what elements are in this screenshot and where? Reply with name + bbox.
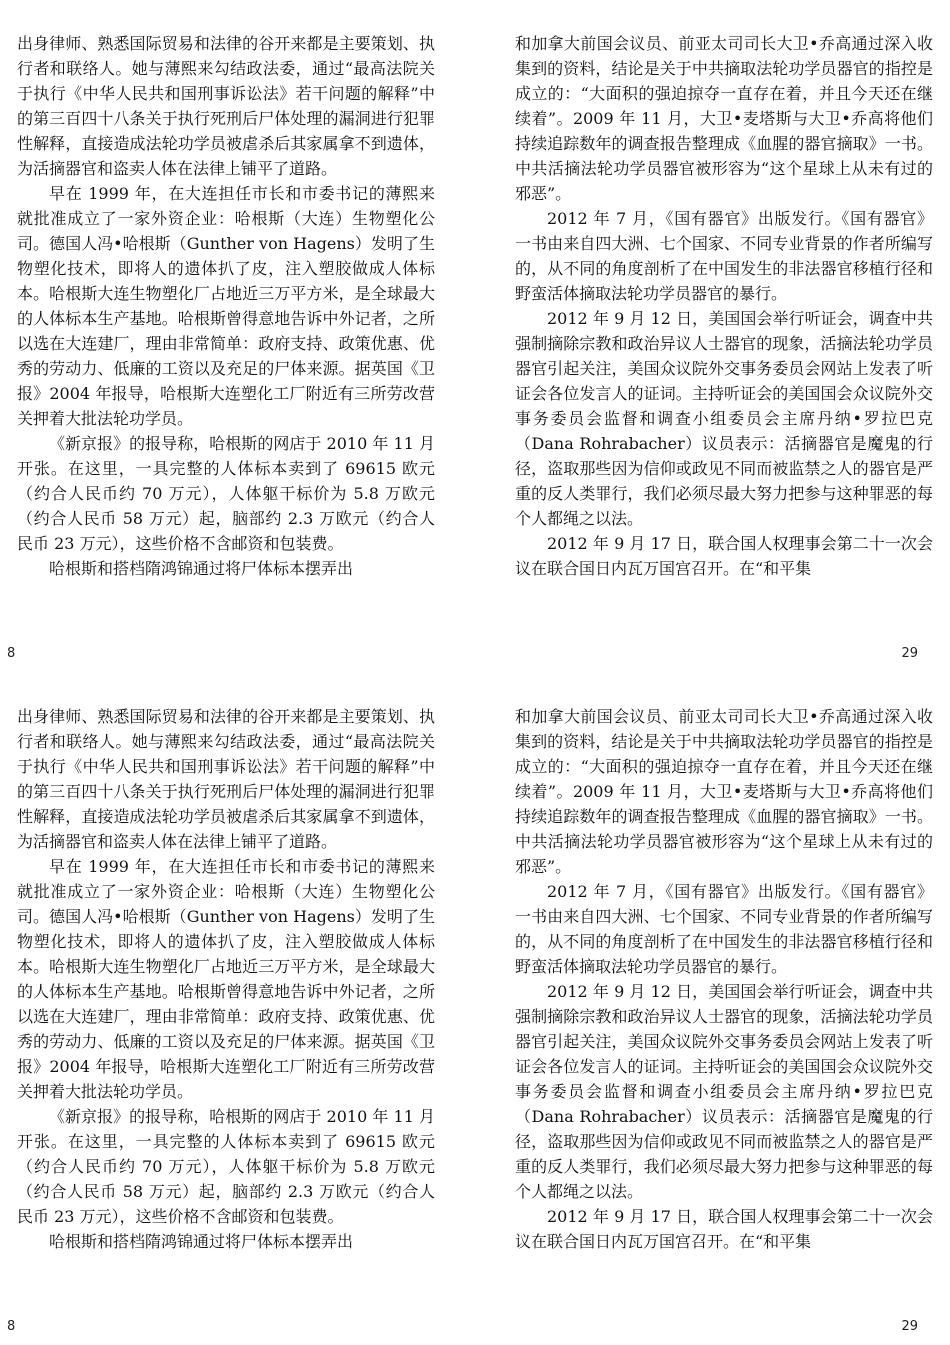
page-text (17, 704, 435, 1254)
spread-top (0, 0, 950, 672)
paragraph: 2012 年 9 月 12 日，美国国会举行听证会，调查中共强制摘除宗教和政治异议人士器官的现象，活摘法轮功学员器官引起关注，美国众议院外交事务委员会网站上发表了听证会各位发言人的证词。主持听证会的美国国会众议院外交事务委员会监督和调查小组委员会主席丹纳•罗拉巴克（Dana Rohrabacher）议员表示：活摘器官是魔鬼的行径，盗取那些因为信仰或政见不同而被监禁之人的器官是严重的反人类罪行，我们必须尽最大努力把参与这种罪恶的每个人都绳之以法。 (515, 309, 933, 528)
page-number: 8 (7, 1319, 16, 1334)
page-right (475, 673, 950, 1345)
paragraph: 《新京报》的报导称，哈根斯的网店于 2010 年 11 月开张。在这里，一具完整的人体标本卖到了 69615 欧元（约合人民币约 70 万元），人体躯干标价为 5.8 万欧元（约合人民币 58 万元）起，脑部约 2.3 万欧元（约合人民币 23 万元），这些价格不含邮资和包装费。 (17, 1107, 435, 1226)
paragraph: 出身律师、熟悉国际贸易和法律的谷开来都是主要策划、执行者和联络人。她与薄熙来勾结政法委，通过“最高法院关于执行《中华人民共和国刑事诉讼法》若干问题的解释”中的第三百四十八条关于执行死刑后尸体处理的漏洞进行犯罪性解释，直接造成法轮功学员被虐杀后其家属拿不到遗体，为活摘器官和盗卖人体在法律上铺平了道路。 (17, 707, 435, 851)
page-number: 8 (7, 646, 16, 661)
page-right (475, 0, 950, 672)
paragraph: 《新京报》的报导称，哈根斯的网店于 2010 年 11 月开张。在这里，一具完整的人体标本卖到了 69615 欧元（约合人民币约 70 万元），人体躯干标价为 5.8 万欧元（约合人民币 58 万元）起，脑部约 2.3 万欧元（约合人民币 23 万元），这些价格不含邮资和包装费。 (17, 434, 435, 553)
page-left (0, 0, 475, 672)
paragraph: 和加拿大前国会议员、前亚太司司长大卫•乔高通过深入收集到的资料，结论是关于中共摘取法轮功学员器官的指控是成立的：“大面积的强迫掠夺一直存在着，并且今天还在继续着”。2009 年 11 月，大卫•麦塔斯与大卫•乔高将他们持续追踪数年的调查报告整理成《血腥的器官摘取》一书。中共活摘法轮功学员器官被形容为“这个星球上从未有过的邪恶”。 (515, 707, 933, 876)
spread-bottom (0, 673, 950, 1345)
paragraph: 哈根斯和搭档隋鸿锦通过将尸体标本摆弄出 (49, 1232, 354, 1251)
paragraph: 早在 1999 年，在大连担任市长和市委书记的薄熙来就批准成立了一家外资企业：哈根斯（大连）生物塑化公司。德国人冯•哈根斯（Gunther von Hagens）发明了生物塑化技术，即将人的遗体扒了皮，注入塑胶做成人体标本。哈根斯大连生物塑化厂占地近三万平方米，是全球最大的人体标本生产基地。哈根斯曾得意地告诉中外记者，之所以选在大连建厂，理由非常简单：政府支持、政策优惠、优秀的劳动力、低廉的工资以及充足的尸体来源。据英国《卫报》2004 年报导，哈根斯大连塑化工厂附近有三所劳改营关押着大批法轮功学员。 (17, 857, 435, 1101)
paragraph: 和加拿大前国会议员、前亚太司司长大卫•乔高通过深入收集到的资料，结论是关于中共摘取法轮功学员器官的指控是成立的：“大面积的强迫掠夺一直存在着，并且今天还在继续着”。2009 年 11 月，大卫•麦塔斯与大卫•乔高将他们持续追踪数年的调查报告整理成《血腥的器官摘取》一书。中共活摘法轮功学员器官被形容为“这个星球上从未有过的邪恶”。 (515, 34, 933, 203)
paragraph: 2012 年 9 月 17 日，联合国人权理事会第二十一次会议在联合国日内瓦万国宫召开。在“和平集 (515, 534, 933, 578)
paragraph: 2012 年 9 月 12 日，美国国会举行听证会，调查中共强制摘除宗教和政治异议人士器官的现象，活摘法轮功学员器官引起关注，美国众议院外交事务委员会网站上发表了听证会各位发言人的证词。主持听证会的美国国会众议院外交事务委员会监督和调查小组委员会主席丹纳•罗拉巴克（Dana Rohrabacher）议员表示：活摘器官是魔鬼的行径，盗取那些因为信仰或政见不同而被监禁之人的器官是严重的反人类罪行，我们必须尽最大努力把参与这种罪恶的每个人都绳之以法。 (515, 982, 933, 1201)
paragraph: 2012 年 7 月，《国有器官》出版发行。《国有器官》一书由来自四大洲、七个国家、不同专业背景的作者所编写的，从不同的角度剖析了在中国发生的非法器官移植行径和野蛮活体摘取法轮功学员器官的暴行。 (515, 209, 933, 303)
paragraph: 2012 年 9 月 17 日，联合国人权理事会第二十一次会议在联合国日内瓦万国宫召开。在“和平集 (515, 1207, 933, 1251)
page-number: 29 (901, 1319, 918, 1334)
page-number: 29 (901, 646, 918, 661)
page-text (17, 31, 435, 581)
paragraph: 出身律师、熟悉国际贸易和法律的谷开来都是主要策划、执行者和联络人。她与薄熙来勾结政法委，通过“最高法院关于执行《中华人民共和国刑事诉讼法》若干问题的解释”中的第三百四十八条关于执行死刑后尸体处理的漏洞进行犯罪性解释，直接造成法轮功学员被虐杀后其家属拿不到遗体，为活摘器官和盗卖人体在法律上铺平了道路。 (17, 34, 435, 178)
paragraph: 早在 1999 年，在大连担任市长和市委书记的薄熙来就批准成立了一家外资企业：哈根斯（大连）生物塑化公司。德国人冯•哈根斯（Gunther von Hagens）发明了生物塑化技术，即将人的遗体扒了皮，注入塑胶做成人体标本。哈根斯大连生物塑化厂占地近三万平方米，是全球最大的人体标本生产基地。哈根斯曾得意地告诉中外记者，之所以选在大连建厂，理由非常简单：政府支持、政策优惠、优秀的劳动力、低廉的工资以及充足的尸体来源。据英国《卫报》2004 年报导，哈根斯大连塑化工厂附近有三所劳改营关押着大批法轮功学员。 (17, 184, 435, 428)
page-left (0, 673, 475, 1345)
paragraph: 2012 年 7 月，《国有器官》出版发行。《国有器官》一书由来自四大洲、七个国家、不同专业背景的作者所编写的，从不同的角度剖析了在中国发生的非法器官移植行径和野蛮活体摘取法轮功学员器官的暴行。 (515, 882, 933, 976)
page-text (515, 704, 933, 1254)
page-text (515, 31, 933, 581)
paragraph: 哈根斯和搭档隋鸿锦通过将尸体标本摆弄出 (49, 559, 354, 578)
